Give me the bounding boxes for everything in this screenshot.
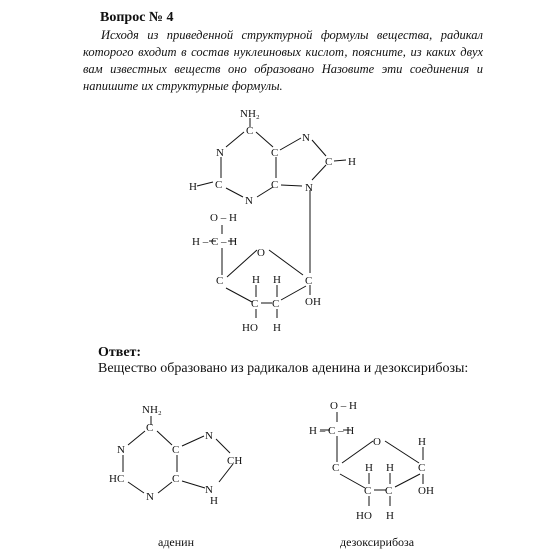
atom-label: NH₂ (142, 404, 162, 416)
atom-label: H (348, 156, 356, 168)
atom-label: N (305, 182, 313, 194)
atom-label: H (386, 462, 394, 474)
atom-label: C (364, 485, 372, 497)
atom-label: N (216, 147, 224, 159)
atom-label: HO (242, 322, 258, 334)
atom-label: H (189, 181, 197, 193)
deoxyribose-caption: дезоксирибоза (340, 535, 415, 549)
atom-label: N (117, 444, 125, 456)
atom-label: H (365, 462, 373, 474)
question-title: Вопрос № 4 (100, 10, 174, 25)
atom-label: HO (356, 510, 372, 522)
atom-label: C (172, 473, 180, 485)
atom-label: C (305, 275, 313, 287)
adenine-structure (109, 404, 242, 507)
atom-label: C (172, 444, 180, 456)
atom-label: N (205, 484, 213, 496)
atom-label: C (215, 179, 223, 191)
atom-label: H (386, 510, 394, 522)
atom-label: C (251, 298, 259, 310)
atom-label: HC (109, 473, 125, 485)
atom-label: C (271, 147, 279, 159)
atom-label: C (271, 179, 279, 191)
atom-label: OH (305, 296, 321, 308)
atom-label: H (273, 274, 281, 286)
atom-label: OH (418, 485, 434, 497)
atom-label: H (418, 436, 426, 448)
atom-label: N (205, 430, 213, 442)
atom-label: O (257, 247, 265, 259)
atom-label: NH₂ (240, 108, 260, 120)
question-text: Исходя из приведенной структурной формулы вещества, радикал которого входит в состав нуклеиновых кислот, поясните, из каких двух вам известных веществ оно образовано Назовите эти соединения и напишите их структурные формулы. (83, 28, 483, 93)
atom-label: C (332, 462, 340, 474)
atom-label: O – H (330, 400, 357, 412)
answer-text: Вещество образовано из радикалов аденина и дезоксирибозы: (98, 361, 469, 376)
atom-label: C (146, 422, 154, 434)
atom-label: O (373, 436, 381, 448)
deoxyribose-structure (309, 400, 434, 522)
atom-label: O – H (210, 212, 237, 224)
atom-label: C (325, 156, 333, 168)
atom-label: C (216, 275, 224, 287)
atom-label: H (210, 495, 218, 507)
atom-label: C (272, 298, 280, 310)
top-structure (189, 108, 356, 334)
atom-label: N (302, 132, 310, 144)
atom-label: N (245, 195, 253, 207)
atom-label: C (385, 485, 393, 497)
atom-label: C (246, 125, 254, 137)
answer-title: Ответ: (98, 345, 142, 360)
atom-label: N (146, 491, 154, 503)
atom-label: H – C – H (192, 236, 238, 248)
atom-label: H (252, 274, 260, 286)
atom-label: H – C – H (309, 425, 355, 437)
atom-label: H (273, 322, 281, 334)
atom-label: C (418, 462, 426, 474)
adenine-caption: аденин (158, 535, 195, 549)
atom-label: CH (227, 455, 243, 467)
